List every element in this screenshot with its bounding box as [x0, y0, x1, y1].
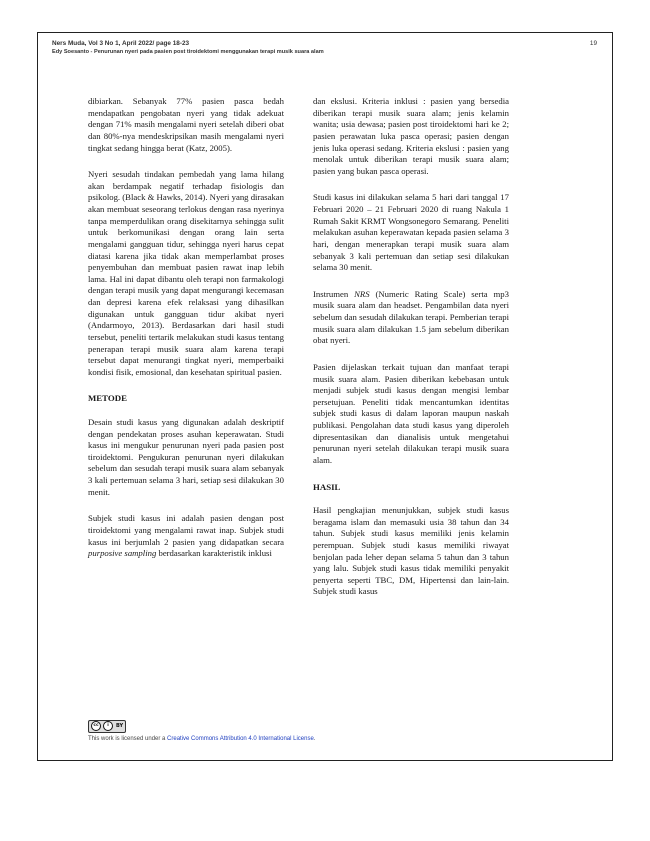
- right-paragraph-2: Studi kasus ini dilakukan selama 5 hari dari tanggal 17 Februari 2020 – 21 Februari 2020 di ruang Nakula 1 Rumah Sakit KRMT Wongsonegoro Semarang. Peneliti melakukan asuhan keperawatan kepada pasien selama 3 hari, dengan menerapkan terapi musik suara alam sebanyak 3 kali pertemuan dan setiap sesi dilakukan selama 30 menit.: [313, 192, 509, 273]
- right-paragraph-3: [313, 289, 509, 347]
- right-paragraph-3-end: (Numeric Rating Scale) serta mp3 musik suara alam dan headset. Pengambilan data nyeri sebelum dan sesudah dilakukan terapi. Pemberian terapi musik suara alam dilakukan 1.5 jam sebelum diberikan obat nyeri.: [313, 288, 509, 346]
- author-and-title: Edy Soesanto - Penurunan nyeri pada pasien post tiroidektomi menggunakan terapi musik suara alam: [52, 49, 324, 55]
- right-paragraph-4: Pasien dijelaskan terkait tujuan dan manfaat terapi musik suara alam. Pasien diberikan kebebasan untuk menjadi subjek studi kasus dengan mengisi lembar persetujuan. Peneliti tidak mencantumkan identitas subjek studi kasus di dalam laporan maupun naskah publikasi. Pengolahan data studi kasus yang diperoleh dipresentasikan dan dianalisis untuk mengetahui penurunan nyeri setelah dilakukan terapi musik suara alam.: [313, 361, 509, 465]
- license-link[interactable]: Creative Commons Attribution 4.0 International License: [167, 735, 314, 742]
- license-prefix: This work is licensed under a: [88, 735, 168, 742]
- journal-citation: Ners Muda, Vol 3 No 1, April 2022/ page 18-23: [52, 40, 190, 47]
- left-column: [88, 96, 284, 575]
- left-paragraph-2: Nyeri sesudah tindakan pembedah yang lama hilang akan berdampak negatif terhadap fisiologis dan psikolog. (Black & Hawks, 2014). Nyeri yang dirasakan akan membuat seseorang terlokus dengan rasa nyerinya tanpa memperdulikan orang disekitarnya sehingga sulit untuk berkomunikasi dengan orang lain serta mengalami gangguan tidur, sehingga nyeri harus cepat diatasi karena jika tidak akan memperlambat proses penyembuhan dan membuat pasien rawat inap lebih lama. Hal ini dapat dibantu oleh terapi non farmakologi dengan terapi musik yang dapat mengurangi kecemasan dan depresi karena efek relaksasi yang dihasilkan digunakan untuk gangguan tidur akibat nyeri (Andarmoyo, 2013). Berdasarkan dari hasil studi tersebut, peneliti tertarik melakukan studi kasus tentang penerapan terapi musik suara alam karena terapi tersebut dapat menurangi tingkat nyeri, memperbaiki kondisi fisik, emosional, dan kesehatan spiritual pasien.: [88, 169, 284, 377]
- left-paragraph-1: dibiarkan. Sebanyak 77% pasien pasca bedah mendapatkan pengobatan nyeri yang tidak adekuat dengan 71% masih mengalami nyeri setelah diberi obat dan 80%-nya mendeskripsikan masih mengalami nyeri tingkat sedang hingga berat (Katz, 2005).: [88, 96, 284, 153]
- left-paragraph-4: [88, 513, 284, 560]
- running-header: [52, 40, 597, 56]
- left-paragraph-3: Desain studi kasus yang digunakan adalah deskriptif dengan pendekatan proses asuhan keperawatan. Studi kasus ini mengukur penurunan nyeri pada pasien post tiroidektomi. Pengukuran penurunan nyeri dilakukan sebelum dan sesudah terapi musik suara alam sebanyak 3 kali pertemuan selama 3 hari, setiap sesi dilakukan 30 menit.: [88, 416, 284, 497]
- purposive-sampling-term: purposive sampling: [88, 548, 157, 559]
- attribution-icon: i: [103, 721, 113, 731]
- page-number: 19: [589, 40, 597, 47]
- section-heading-metode: METODE: [88, 393, 127, 404]
- license-statement: [88, 736, 508, 742]
- right-paragraph-3-start: Instrumen: [313, 288, 355, 299]
- nrs-term: NRS: [354, 288, 370, 299]
- section-heading-hasil: HASIL: [313, 481, 341, 492]
- left-paragraph-4-start: Subjek studi kasus ini adalah pasien dengan post tiroidektomi yang mengalami rawat inap. Subjek studi kasus ini berjumlah 2 pasien yang didapatkan secara: [88, 513, 284, 547]
- by-label: BY: [116, 723, 124, 729]
- right-paragraph-1: dan ekslusi. Kriteria inklusi : pasien yang bersedia diberikan terapi musik suara alam; jenis kelamin wanita; usia dewasa; pasien post tiroidektomi hari ke 2; pasien perawatan luka pasca operasi; pasien dengan jenis luka operasi sedang. Kriteria ekslusi : pasien yang menolak untuk diberikan terapi musik suara alam; pasien yang bukan pasca operasi.: [313, 96, 509, 176]
- license-footer: [88, 713, 508, 742]
- left-paragraph-4-end: berdasarkan karakteristik inklusi: [156, 548, 272, 559]
- license-suffix: .: [313, 735, 316, 742]
- right-paragraph-5: Hasil pengkajian menunjukkan, subjek studi kasus beragama islam dan memasuki usia 38 tahun dan 34 tahun. Subjek studi kasus memiliki jenis kelamin perempuan. Subjek studi kasus memiliki riwayat benjolan pada leher depan selama 5 tahun dan 3 tahun yang lalu. Subjek studi kasus tidak memiliki penyakit penyerta seperti TBC, DM, Hipertensi dan lain-lain. Subjek studi kasus: [313, 505, 509, 597]
- cc-by-license-badge[interactable]: [88, 720, 126, 733]
- right-column: [313, 96, 509, 613]
- creative-commons-icon: cc: [91, 721, 101, 731]
